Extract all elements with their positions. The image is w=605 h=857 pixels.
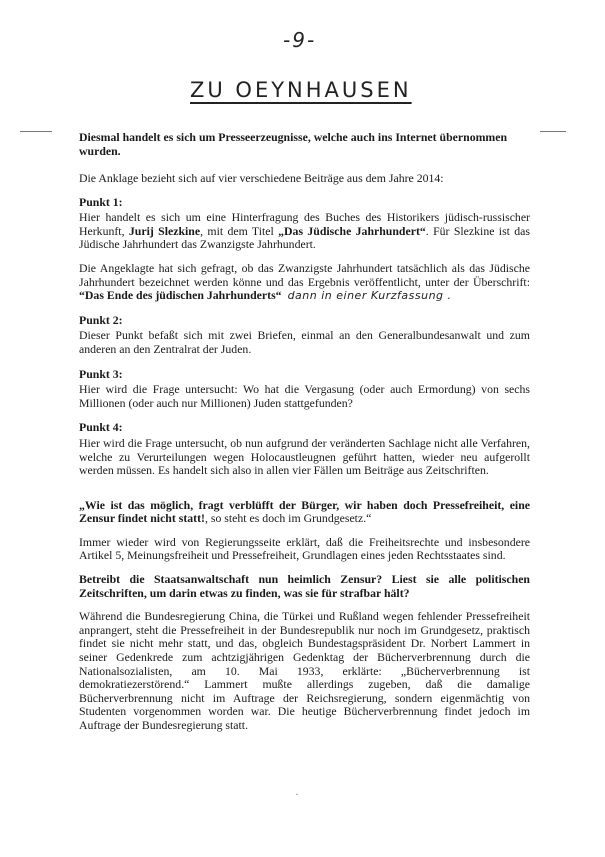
punkt-4-section [79, 421, 530, 477]
punkt-2-text: Dieser Punkt befaßt sich mit zwei Briefen, einmal an den Generalbundesanwalt und zum anderen an den Zentralrat der Juden. [79, 328, 530, 356]
citizen-quote [79, 499, 530, 526]
censorship-question: Betreibt die Staatsanwaltschaft nun heimlich Zensur? Liest sie alle politischen Zeitschriften, um darin etwas zu finden, was sie für strafbar hält? [79, 572, 530, 600]
punkt-3-heading: Punkt 3: [79, 366, 123, 381]
punkt-1-text-c: . Für Slezkine ist das Jüdische Jahrhundert das Zwanzigste Jahrhundert. [79, 223, 531, 252]
punkt-3-section [79, 368, 530, 411]
punkt-1-text [79, 211, 530, 252]
punkt-1-book-title: „Das Jüdische Jahrhundert“ [278, 223, 426, 238]
punkt-1-author: Jurij Slezkine [128, 223, 201, 238]
punkt-1-heading: Punkt 1: [79, 194, 123, 209]
page-number: -9- [283, 28, 317, 52]
punkt-2-heading: Punkt 2: [79, 312, 123, 327]
punkt-1-para-2 [79, 262, 530, 303]
punkt-1-section [79, 196, 530, 303]
citizen-quote-rest: , so steht es doch im Grundgesetz.“ [204, 511, 372, 526]
handwritten-title: ZU OEYNHAUSEN [190, 78, 412, 102]
punkt-4-heading: Punkt 4: [79, 420, 123, 435]
bottom-mark: · [295, 787, 299, 801]
punkt-3-text: Hier wird die Frage untersucht: Wo hat die Vergasung (oder auch Ermordung) von sechs Millionen (oder auch nur Millionen) Juden stattgefunden? [79, 382, 530, 410]
final-paragraph: Während die Bundesregierung China, die Türkei und Rußland wegen fehlender Pressefreiheit anprangert, steht die Pressefreiheit in der Bundesrepublik nur noch im Grundgesetz, praktisch findet sie nicht mehr statt, und das, obgleich Bundestagspräsident Dr. Norbert Lammert in seiner Gedenkrede zum achtzigjährigen Gedenktag der Bücherverbrennung durch die Nationalsozialisten, am 10. Mai 1933, erklärte: „Bücherverbrennung ist demokratiezerstörend.“ Lammert mußte allerdings zugeben, daß die damalige Bücherverbrennung nicht im Auftrage der Reichsregierung, sondern eigenmächtig von Studenten vorgenommen worden war. Die heutige Bücherverbrennung findet jedoch im Auftrage der Bundesregierung statt. [79, 609, 530, 732]
government-paragraph: Immer wieder wird von Regierungsseite erklärt, daß die Freiheitsrechte und insbesondere Artikel 5, Meinungsfreiheit und Pressefreiheit, Grundlagen eines jeden Rechtsstaates sind. [79, 534, 530, 563]
punkt-1-para-2-text: Die Angeklagte hat sich gefragt, ob das Zwanzigste Jahrhundert tatsächlich als das Jüdische Jahrhundert bezeichnet werden könne und das Ergebnis veröffentlicht, unter der Überschrift: [79, 260, 530, 289]
punkt-4-text: Hier wird die Frage untersucht, ob nun aufgrund der veränderten Sachlage nicht alle Verfahren, welche zu Verurteilungen wegen Holocaustleugnen geführt hatten, wieder neu aufgerollt werden müssen. Es handelt sich also in allen vier Fällen um Beiträge aus Zeitschriften. [79, 435, 530, 478]
punkt-1-text-a: Hier handelt es sich um eine Hinterfragung des Buches des Historikers jüdisch-russischer Herkunft, [79, 210, 530, 238]
intro-heading: Diesmal handelt es sich um Presseerzeugnisse, welche auch ins Internet übernommen wurden. [79, 130, 508, 158]
punkt-2-section [79, 314, 530, 357]
handwritten-annotation: dann in einer Kurzfassung . [287, 289, 452, 303]
punkt-1-heading-quote: “Das Ende des jüdischen Jahrhunderts“ [79, 288, 282, 303]
citizen-quote-bold: „Wie ist das möglich, fragt verblüfft der Bürger, wir haben doch Pressefreiheit, eine Zensur findet nicht statt! [79, 497, 530, 526]
document-body [79, 130, 530, 743]
punkt-1-text-b: , mit dem Titel [200, 223, 279, 238]
margin-mark-left [20, 131, 52, 132]
intro-text: Die Anklage bezieht sich auf vier verschiedene Beiträge aus dem Jahre 2014: [79, 171, 444, 185]
margin-mark-right [540, 131, 566, 132]
